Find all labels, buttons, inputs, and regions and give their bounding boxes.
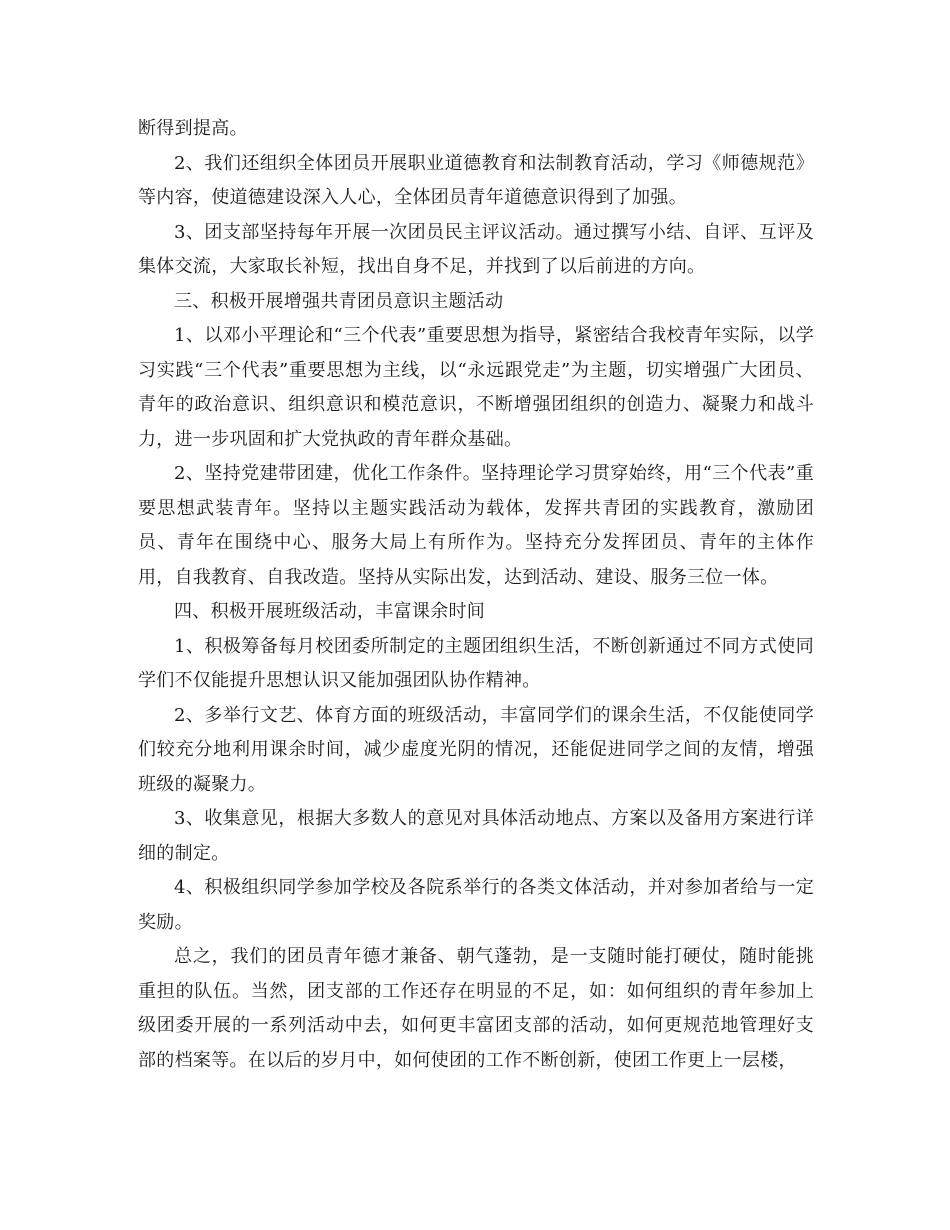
paragraph-item-2-ethics-education: 2、我们还组织全体团员开展职业道德教育和法制教育活动，学习《师德规范》等内容，使道德建设深入人心，全体团员青年道德意识得到了加强。 [138, 152, 814, 208]
paragraph-item-1-monthly-activities: 1、积极筹备每月校团委所制定的主题团组织生活，不断创新通过不同方式使同学们不仅能提升思想认识又能加强团队协作精神。 [138, 635, 814, 691]
document-body [138, 112, 814, 1078]
paragraph-item-3-collect-opinions: 3、收集意见，根据大多数人的意见对具体活动地点、方案以及备用方案进行详细的制定。 [138, 808, 814, 864]
paragraph-conclusion: 总之，我们的团员青年德才兼备、朝气蓬勃，是一支随时能打硬仗，随时能挑重担的队伍。当然，团支部的工作还存在明显的不足，如：如何组织的青年参加上级团委开展的一系列活动中去，如何更丰富团支部的活动，如何更规范地管理好支部的档案等。在以后的岁月中，如何使团的工作不断创新，使团工作更上一层楼， [138, 946, 814, 1071]
section-heading-4: 四、积极开展班级活动，丰富课余时间 [174, 601, 486, 622]
paragraph-item-3-democratic-review: 3、团支部坚持每年开展一次团员民主评议活动。通过撰写小结、自评、互评及集体交流，大家取长补短，找出自身不足，并找到了以后前进的方向。 [138, 221, 814, 277]
paragraph-item-2-party-building: 2、坚持党建带团建，优化工作条件。坚持理论学习贯穿始终，用“三个代表”重要思想武装青年。坚持以主题实践活动为载体，发挥共青团的实践教育，激励团员、青年在围绕中心、服务大局上有所作为。坚持充分发挥团员、青年的主体作用，自我教育、自我改造。坚持从实际出发，达到活动、建设、服务三位一体。 [138, 463, 814, 588]
paragraph-continuation: 断得到提高。 [138, 118, 248, 139]
paragraph-item-4-cultural-sports: 4、积极组织同学参加学校及各院系举行的各类文体活动，并对参加者给与一定奖励。 [138, 877, 814, 933]
section-heading-3: 三、积极开展增强共青团员意识主题活动 [174, 290, 504, 312]
paragraph-item-1-theory-guidance: 1、以邓小平理论和“三个代表”重要思想为指导，紧密结合我校青年实际，以学习实践“三个代表”重要思想为主线，以“永远跟党走”为主题，切实增强广大团员、青年的政治意识、组织意识和模范意识，不断增强团组织的创造力、凝聚力和战斗力，进一步巩固和扩大党执政的青年群众基础。 [138, 325, 814, 450]
paragraph-item-2-class-activities: 2、多举行文艺、体育方面的班级活动，丰富同学们的课余生活，不仅能使同学们较充分地利用课余时间，减少虚度光阴的情况，还能促进同学之间的友情，增强班级的凝聚力。 [138, 704, 814, 795]
